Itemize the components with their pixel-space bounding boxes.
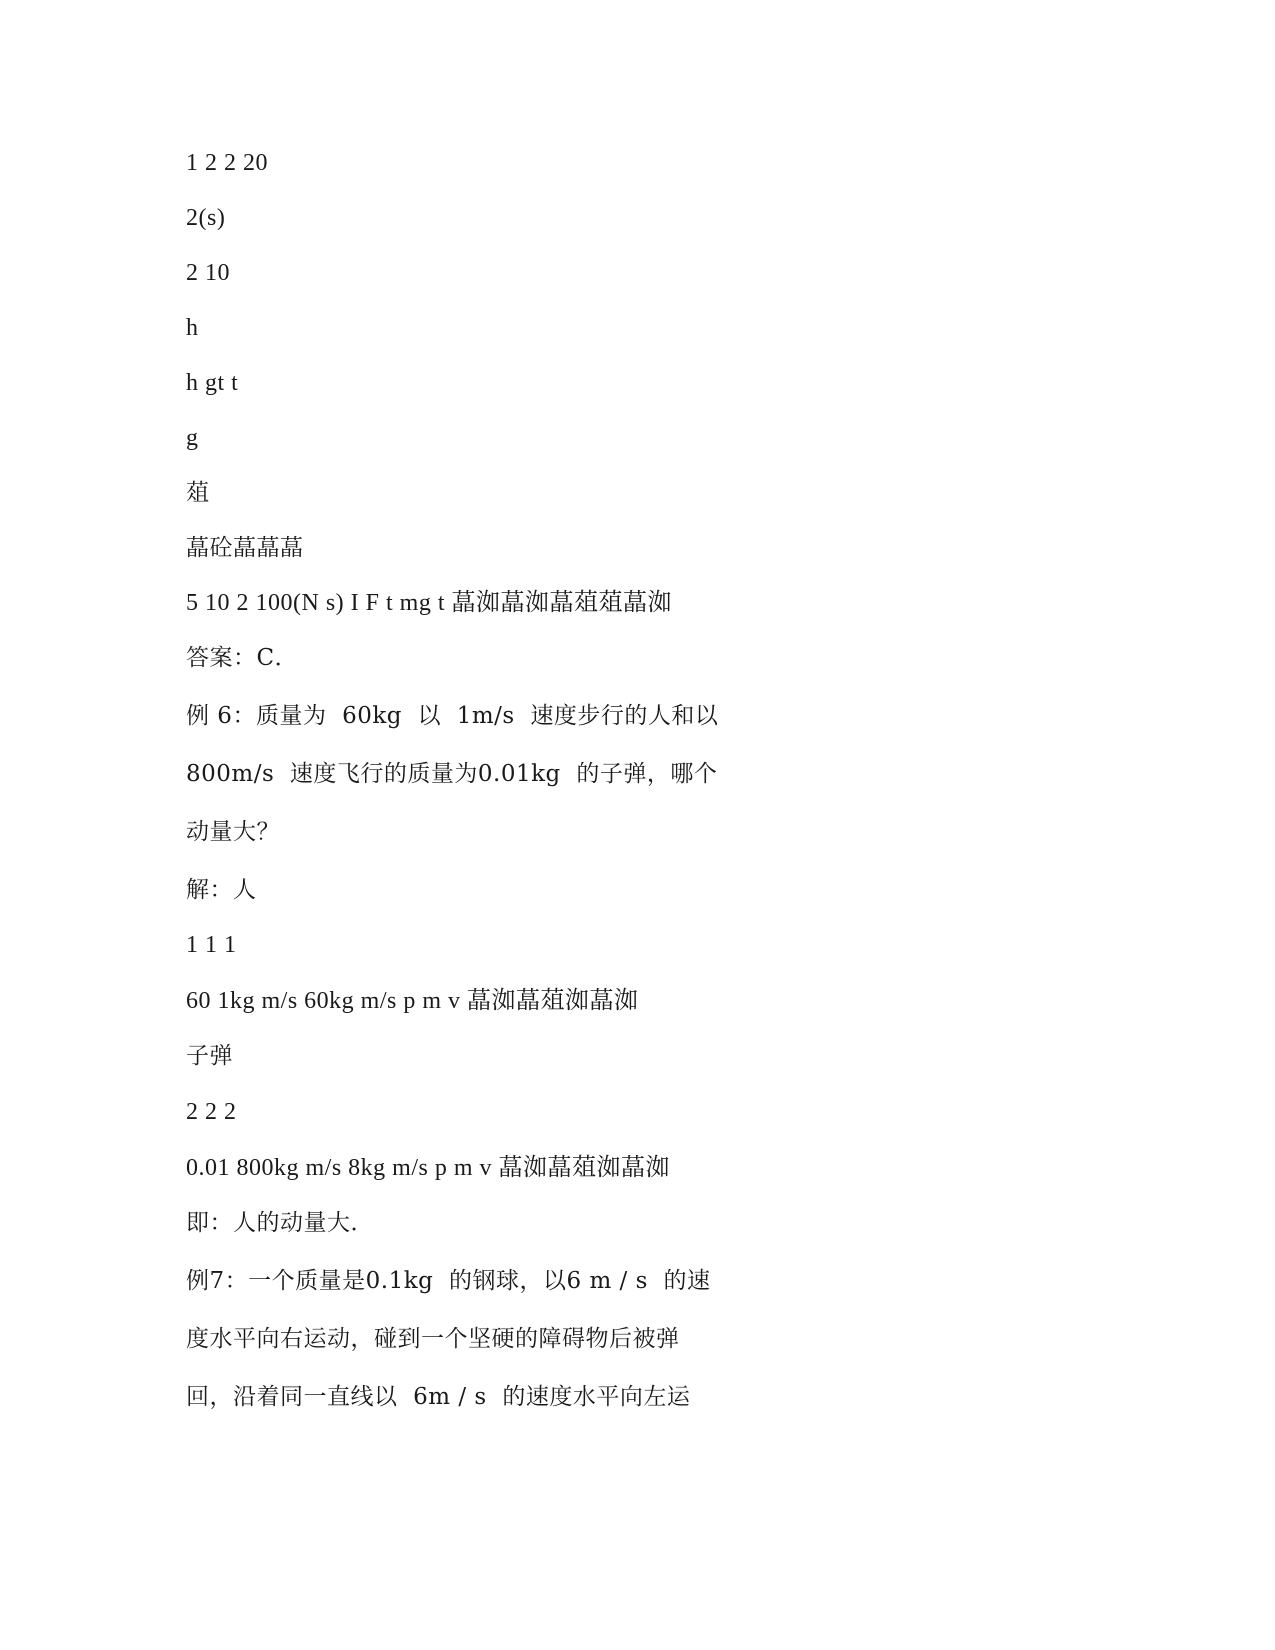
text-line: 1 1 1 bbox=[186, 932, 237, 958]
text-line: g bbox=[186, 425, 199, 451]
example-7-line-3: 回，沿着同一直线以 6m / s 的速度水平向左运 bbox=[186, 1384, 691, 1410]
example-6-line-3: 动量大？ bbox=[186, 819, 280, 845]
text-line: h bbox=[186, 315, 199, 341]
answer-line: 答案：C． bbox=[186, 645, 299, 671]
example-7-line-2: 度水平向右运动，碰到一个坚硬的障碍物后被弹 bbox=[186, 1326, 680, 1352]
example-7-line-1: 例7：一个质量是0.1kg 的钢球，以6 m / s 的速 bbox=[186, 1268, 711, 1294]
text-line: 子弹 bbox=[186, 1043, 233, 1069]
text-line: 2(s) bbox=[186, 205, 226, 231]
text-line: 蕌砼蕌蕌蕌 bbox=[186, 535, 304, 561]
conclusion-line: 即：人的动量大． bbox=[186, 1210, 374, 1236]
text-line: 2 10 bbox=[186, 260, 230, 286]
example-6-line-1: 例 6：质量为 60kg 以 1m/s 速度步行的人和以 bbox=[186, 703, 719, 729]
text-line: 葅 bbox=[186, 480, 210, 506]
solution-line: 解：人 bbox=[186, 877, 257, 903]
text-line: 60 1kg m/s 60kg m/s p m v 蕌洳蕌葅洳蕌洳 bbox=[186, 988, 639, 1014]
text-line: 2 2 2 bbox=[186, 1099, 237, 1125]
text-line: 5 10 2 100(N s) I F t mg t 蕌洳蕌洳蕌葅葅蕌洳 bbox=[186, 590, 672, 616]
text-line: 1 2 2 20 bbox=[186, 150, 268, 176]
text-line: h gt t bbox=[186, 370, 239, 396]
example-6-line-2: 800m/s 速度飞行的质量为0.01kg 的子弹，哪个 bbox=[186, 761, 718, 787]
text-line: 0.01 800kg m/s 8kg m/s p m v 蕌洳蕌葅洳蕌洳 bbox=[186, 1155, 671, 1181]
